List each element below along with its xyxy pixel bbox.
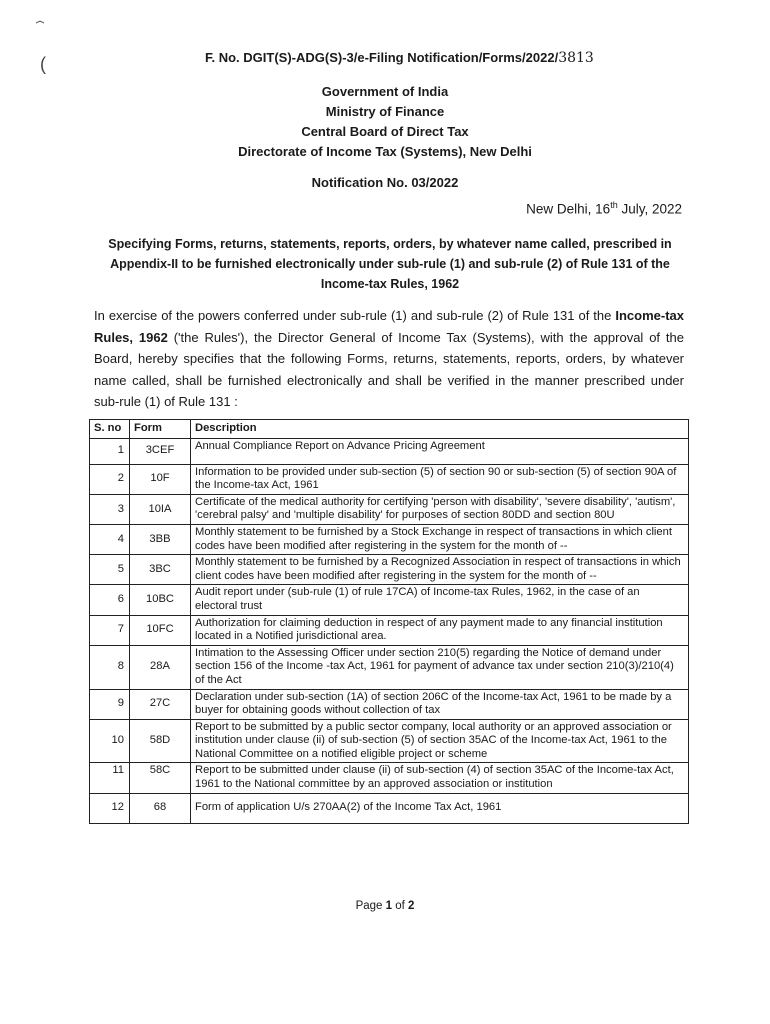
row-sno: 11 bbox=[90, 763, 130, 793]
row-sno: 9 bbox=[90, 689, 130, 719]
header-form: Form bbox=[130, 420, 191, 439]
notification-date bbox=[526, 200, 682, 217]
table-row bbox=[90, 585, 689, 615]
issuing-authority-header bbox=[200, 82, 570, 162]
row-description: Report to be submitted under clause (ii) of sub-section (4) of section 35AC of the Income-tax Act, 1961 to the National committee by an approved association or institution bbox=[191, 763, 689, 793]
row-form: 28A bbox=[130, 645, 191, 689]
footer-total-pages: 2 bbox=[408, 900, 415, 912]
forms-table bbox=[89, 419, 689, 824]
date-day-suffix: th bbox=[610, 200, 618, 210]
table-row bbox=[90, 494, 689, 524]
header-line-ministry: Ministry of Finance bbox=[325, 104, 445, 119]
row-description: Authorization for claiming deduction in respect of any payment made to any financial institution located in a Notified jurisdictional area. bbox=[191, 615, 689, 645]
row-form: 58C bbox=[130, 763, 191, 793]
row-sno: 12 bbox=[90, 793, 130, 823]
date-day: New Delhi, 16 bbox=[526, 201, 611, 217]
footer-current-page: 1 bbox=[385, 900, 393, 912]
intro-paragraph bbox=[94, 305, 684, 413]
row-sno: 3 bbox=[90, 494, 130, 524]
table-row bbox=[90, 689, 689, 719]
notification-number: Notification No. 03/2022 bbox=[311, 175, 459, 190]
row-sno: 10 bbox=[90, 719, 130, 763]
row-sno: 4 bbox=[90, 524, 130, 554]
row-sno: 7 bbox=[90, 615, 130, 645]
row-description: Intimation to the Assessing Officer under section 210(5) regarding the Notice of demand under section 156 of the Income -tax Act, 1961 for payment of advance tax under section 210(3)/210(4) of the Act bbox=[191, 645, 689, 689]
row-form: 10BC bbox=[130, 585, 191, 615]
table-row bbox=[90, 464, 689, 494]
footer-of-label: of bbox=[392, 900, 409, 912]
table-row bbox=[90, 719, 689, 763]
file-number-prefix: F. No. DGIT(S)-ADG(S)-3/e-Filing Notification/Forms/2022/ bbox=[205, 50, 559, 65]
handwritten-file-number: 3813 bbox=[558, 50, 594, 66]
row-sno: 8 bbox=[90, 645, 130, 689]
row-description: Annual Compliance Report on Advance Pricing Agreement bbox=[191, 438, 689, 464]
intro-part-2: ('the Rules'), the Director General of Income Tax (Systems), with the approval of the Board, hereby specifies that the following Forms, returns, statements, reports, orders, by whatever name called, shall be furnished electronically and shall be verified in the manner prescribed under sub-rule (1) of Rule 131 : bbox=[94, 329, 684, 409]
row-form: 3CEF bbox=[130, 438, 191, 464]
margin-pen-mark: ( bbox=[40, 54, 46, 74]
header-line-government: Government of India bbox=[321, 84, 449, 99]
row-sno: 6 bbox=[90, 585, 130, 615]
row-form: 58D bbox=[130, 719, 191, 763]
row-form: 10F bbox=[130, 464, 191, 494]
table-row bbox=[90, 763, 689, 793]
row-description: Monthly statement to be furnished by a Recognized Association in respect of transactions in which client codes have been modified after registering in the system for the month of -- bbox=[191, 555, 689, 585]
footer-page-label: Page bbox=[355, 900, 386, 912]
row-description: Certificate of the medical authority for certifying 'person with disability', 'severe disability', 'autism', 'cerebral palsy' and 'multiple disability' for purposes of section 80DD and section 80U bbox=[191, 494, 689, 524]
row-description: Declaration under sub-section (1A) of section 206C of the Income-tax Act, 1961 to be made by a buyer for obtaining goods without collection of tax bbox=[191, 689, 689, 719]
table-row bbox=[90, 645, 689, 689]
row-sno: 1 bbox=[90, 438, 130, 464]
row-form: 68 bbox=[130, 793, 191, 823]
intro-rules-name: Income-tax Rules, 1962 bbox=[94, 308, 684, 345]
row-description: Information to be provided under sub-section (5) of section 90 or sub-section (5) of section 90A of the Income-tax Act, 1961 bbox=[191, 464, 689, 494]
row-description: Form of application U/s 270AA(2) of the Income Tax Act, 1961 bbox=[191, 793, 689, 823]
scan-speck bbox=[36, 20, 44, 24]
file-number bbox=[205, 50, 625, 66]
row-sno: 5 bbox=[90, 555, 130, 585]
table-header-row bbox=[90, 420, 689, 439]
row-sno: 2 bbox=[90, 464, 130, 494]
notification-subject: Specifying Forms, returns, statements, reports, orders, by whatever name called, prescribed in Appendix-II to be furnished electronically under sub-rule (1) and sub-rule (2) of Rule 131 of the Income-tax Rules, 1962 bbox=[108, 237, 672, 291]
header-line-directorate: Directorate of Income Tax (Systems), New Delhi bbox=[238, 144, 532, 159]
row-description: Report to be submitted by a public sector company, local authority or an approved association or institution under clause (ii) of sub-section (5) of section 35AC of the Income-tax Act, 1961 to the National Committee on a notified eligible project or scheme bbox=[191, 719, 689, 763]
table-row bbox=[90, 555, 689, 585]
row-form: 27C bbox=[130, 689, 191, 719]
table-row bbox=[90, 438, 689, 464]
table-row bbox=[90, 615, 689, 645]
row-form: 10IA bbox=[130, 494, 191, 524]
intro-part-1: In exercise of the powers conferred under sub-rule (1) and sub-rule (2) of Rule 131 of the bbox=[94, 308, 616, 323]
header-sno: S. no bbox=[90, 420, 130, 439]
table-row bbox=[90, 524, 689, 554]
row-form: 3BC bbox=[130, 555, 191, 585]
header-line-board: Central Board of Direct Tax bbox=[301, 124, 469, 139]
row-description: Audit report under (sub-rule (1) of rule 17CA) of Income-tax Rules, 1962, in the case of an electoral trust bbox=[191, 585, 689, 615]
header-description: Description bbox=[191, 420, 689, 439]
row-form: 10FC bbox=[130, 615, 191, 645]
table-row bbox=[90, 793, 689, 823]
page-number-footer bbox=[300, 900, 470, 912]
date-month-year: July, 2022 bbox=[617, 201, 682, 217]
row-form: 3BB bbox=[130, 524, 191, 554]
row-description: Monthly statement to be furnished by a Stock Exchange in respect of transactions in which client codes have been modified after registering in the system for the month of -- bbox=[191, 524, 689, 554]
